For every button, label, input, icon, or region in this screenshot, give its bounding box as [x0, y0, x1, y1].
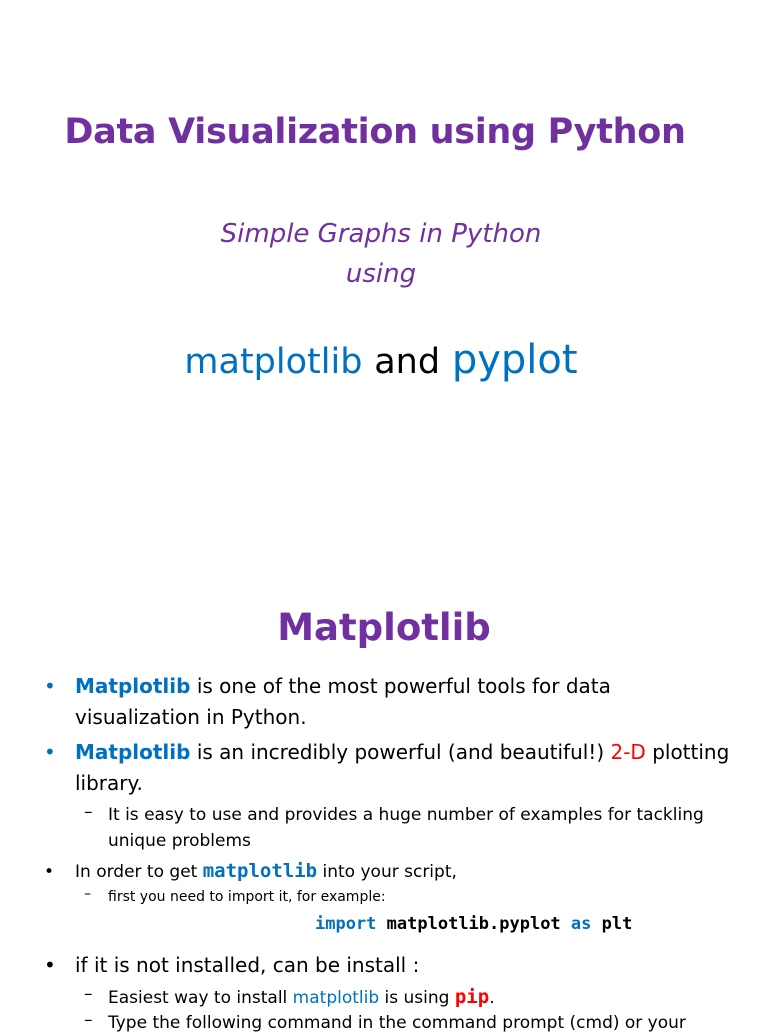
- sub-bullet-4-before: Easiest way to install: [108, 988, 288, 1008]
- and-label: and: [374, 342, 441, 382]
- subtitle-line-1: Simple Graphs in Python: [220, 219, 542, 249]
- slide-title: Data Visualization using Python: [64, 112, 686, 152]
- pyplot-label: pyplot: [451, 337, 578, 383]
- dash-marker: –: [84, 1010, 93, 1030]
- bullet-2-text-after: plotting library.: [75, 740, 730, 795]
- bullet-1-text: is one of the most powerful tools for data visualization in Python.: [75, 674, 611, 729]
- code-matplotlib: matplotlib: [202, 860, 318, 882]
- code-keyword-import: import: [315, 914, 377, 934]
- subtitle-line-2: using: [345, 259, 417, 289]
- bullet-1: [75, 671, 735, 733]
- slide-subtitle: [0, 214, 762, 294]
- bullet-3-after: into your script,: [322, 862, 457, 882]
- bullet-3: [75, 857, 735, 886]
- bullet-3-before: In order to get: [75, 862, 198, 882]
- sub-bullet-3: first you need to import it, for example:: [108, 889, 386, 905]
- dash-marker: –: [84, 886, 91, 902]
- bullet-marker: •: [44, 862, 55, 882]
- import-code-line: [315, 914, 632, 934]
- dash-marker: –: [84, 802, 93, 822]
- bullet-marker: •: [44, 674, 56, 698]
- bullet-4: if it is not installed, can be install :: [75, 953, 420, 977]
- code-pip: pip: [454, 986, 490, 1008]
- sub-bullet-4-middle: is using: [384, 988, 450, 1008]
- keyword-matplotlib: Matplotlib: [75, 740, 191, 764]
- bullet-marker: •: [44, 740, 56, 764]
- highlight-2d: 2-D: [610, 740, 646, 764]
- library-heading: [0, 337, 762, 383]
- keyword-matplotlib: Matplotlib: [75, 674, 191, 698]
- sub-bullet-2: It is easy to use and provides a huge number of examples for tackling unique problems: [108, 805, 704, 851]
- code-alias: plt: [601, 914, 633, 934]
- matplotlib-label: matplotlib: [184, 342, 363, 382]
- bullet-marker: •: [44, 953, 56, 977]
- bullet-2: [75, 737, 735, 799]
- bullet-2-text: is an incredibly powerful (and beautiful!): [196, 740, 605, 764]
- keyword-matplotlib: matplotlib: [292, 988, 380, 1008]
- sub-bullet-5: Type the following command in the command prompt (cmd) or your: [108, 1013, 686, 1033]
- sub-bullet-4-after: .: [489, 988, 495, 1008]
- code-keyword-as: as: [570, 914, 592, 934]
- dash-marker: –: [84, 984, 93, 1004]
- sub-bullet-4: [108, 984, 728, 1011]
- code-module: matplotlib.pyplot: [386, 914, 561, 934]
- section-title: Matplotlib: [277, 606, 491, 649]
